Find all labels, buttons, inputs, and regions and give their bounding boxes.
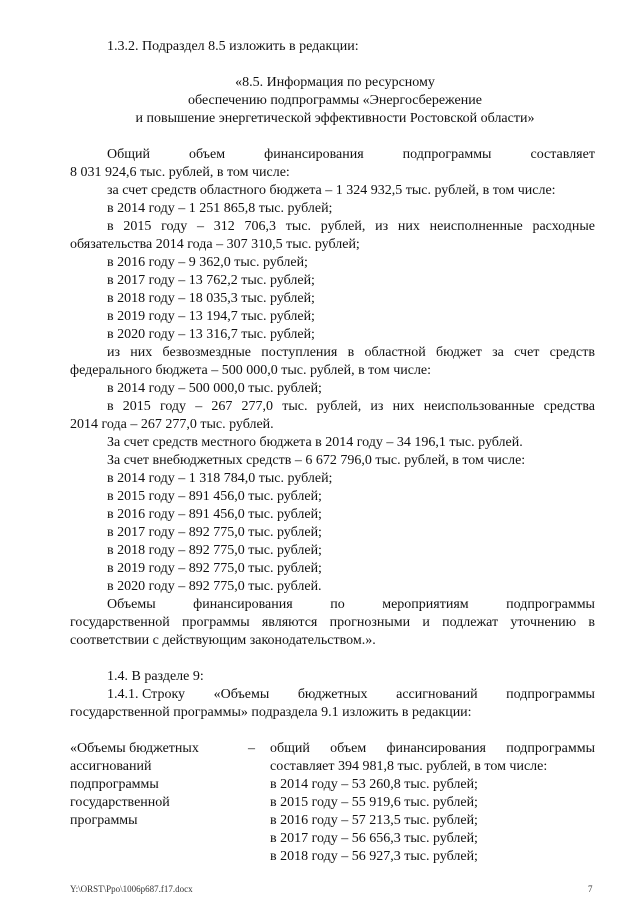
- extra-2015: в 2015 году – 891 456,0 тыс. рублей;: [107, 489, 322, 504]
- heading-1-3-2: 1.3.2. Подраздел 8.5 изложить в редакции:: [107, 39, 359, 54]
- extra-2017: в 2017 году – 892 775,0 тыс. рублей;: [107, 525, 322, 540]
- item-1-4-1-line-1: [107, 686, 595, 704]
- word: Объемы: [107, 597, 156, 612]
- extra-2016: в 2016 году – 891 456,0 тыс. рублей;: [107, 507, 322, 522]
- word: 1.4.1. Строку: [107, 687, 186, 702]
- item-1-4-1-line-2: государственной программы» подраздела 9.1 изложить в редакции:: [70, 705, 472, 720]
- word: финансирования: [193, 597, 293, 612]
- table-right-line-1: общий объем финансирования подпрограммы: [270, 741, 595, 756]
- federal-2015-line-1: в 2015 году – 267 277,0 тыс. рублей, из них неиспользованные средства: [107, 399, 595, 414]
- table-year-2018: в 2018 году – 56 927,3 тыс. рублей;: [270, 849, 478, 864]
- regional-2018: в 2018 году – 18 035,3 тыс. рублей;: [107, 291, 315, 306]
- volumes-line-1: [107, 596, 595, 614]
- word: по: [330, 597, 345, 612]
- table-year-2014: в 2014 году – 53 260,8 тыс. рублей;: [270, 777, 478, 792]
- financing-intro-line-2: 8 031 924,6 тыс. рублей, в том числе:: [70, 165, 290, 180]
- word: подпрограммы: [506, 687, 595, 702]
- volumes-line-2: государственной программы являются прогнозными и подлежат уточнению в: [70, 615, 595, 630]
- federal-2015-line-2: 2014 года – 267 277,0 тыс. рублей.: [70, 417, 274, 432]
- regional-2017: в 2017 году – 13 762,2 тыс. рублей;: [107, 273, 315, 288]
- federal-2014: в 2014 году – 500 000,0 тыс. рублей;: [107, 381, 322, 396]
- extra-budget-line: За счет внебюджетных средств – 6 672 796,0 тыс. рублей, в том числе:: [107, 453, 526, 468]
- regional-2016: в 2016 году – 9 362,0 тыс. рублей;: [107, 255, 308, 270]
- free-receipts-line-2: федерального бюджета – 500 000,0 тыс. рублей, в том числе:: [70, 363, 432, 378]
- table-year-2015: в 2015 году – 55 919,6 тыс. рублей;: [270, 795, 478, 810]
- table-left-line-3: подпрограммы: [70, 777, 159, 792]
- word: финансирования: [264, 147, 364, 162]
- table-left-line-1: «Объемы бюджетных: [70, 741, 199, 756]
- word: подпрограммы: [402, 147, 492, 162]
- volumes-line-3: соответствии с действующим законодательством.».: [70, 633, 376, 648]
- section-title-line-3: и повышение энергетической эффективности Ростовской области»: [135, 111, 535, 126]
- word: мероприятиям: [382, 597, 469, 612]
- free-receipts-line-1: из них безвозмездные поступления в областной бюджет за счет средств: [107, 345, 595, 360]
- table-left-line-2: ассигнований: [70, 759, 152, 774]
- word: подпрограммы: [506, 597, 595, 612]
- regional-2019: в 2019 году – 13 194,7 тыс. рублей;: [107, 309, 315, 324]
- table-right-line-2: составляет 394 981,8 тыс. рублей, в том числе:: [270, 759, 548, 774]
- word: объем: [189, 147, 226, 162]
- regional-2015-line-2: обязательства 2014 года – 307 310,5 тыс. рублей;: [70, 237, 360, 252]
- table-left-line-5: программы: [70, 813, 138, 828]
- regional-2014: в 2014 году – 1 251 865,8 тыс. рублей;: [107, 201, 333, 216]
- extra-2019: в 2019 году – 892 775,0 тыс. рублей;: [107, 561, 322, 576]
- extra-2018: в 2018 году – 892 775,0 тыс. рублей;: [107, 543, 322, 558]
- table-year-2016: в 2016 году – 57 213,5 тыс. рублей;: [270, 813, 478, 828]
- table-dash: –: [248, 741, 255, 756]
- word: Общий: [107, 147, 150, 162]
- table-left-line-4: государственной: [70, 795, 170, 810]
- word: ассигнований: [396, 687, 478, 702]
- local-budget-line: За счет средств местного бюджета в 2014 году – 34 196,1 тыс. рублей.: [107, 435, 523, 450]
- section-title-line-2: обеспечению подпрограммы «Энергосбережение: [188, 93, 482, 108]
- word: «Объемы: [213, 687, 270, 702]
- heading-1-4: 1.4. В разделе 9:: [107, 669, 204, 684]
- footer-page-number: 7: [588, 884, 593, 894]
- financing-intro-line-1: [107, 146, 595, 164]
- word: бюджетных: [297, 687, 368, 702]
- footer-file-path: Y:\ORST\Ppo\1006p687.f17.docx: [70, 884, 193, 894]
- regional-2020: в 2020 году – 13 316,7 тыс. рублей;: [107, 327, 315, 342]
- extra-2020: в 2020 году – 892 775,0 тыс. рублей.: [107, 579, 322, 594]
- regional-2015-line-1: в 2015 году – 312 706,3 тыс. рублей, из них неисполненные расходные: [107, 219, 595, 234]
- regional-budget-line: за счет средств областного бюджета – 1 324 932,5 тыс. рублей, в том числе:: [107, 183, 556, 198]
- word: составляет: [530, 147, 595, 162]
- extra-2014: в 2014 году – 1 318 784,0 тыс. рублей;: [107, 471, 333, 486]
- section-title-line-1: «8.5. Информация по ресурсному: [235, 75, 435, 90]
- table-year-2017: в 2017 году – 56 656,3 тыс. рублей;: [270, 831, 478, 846]
